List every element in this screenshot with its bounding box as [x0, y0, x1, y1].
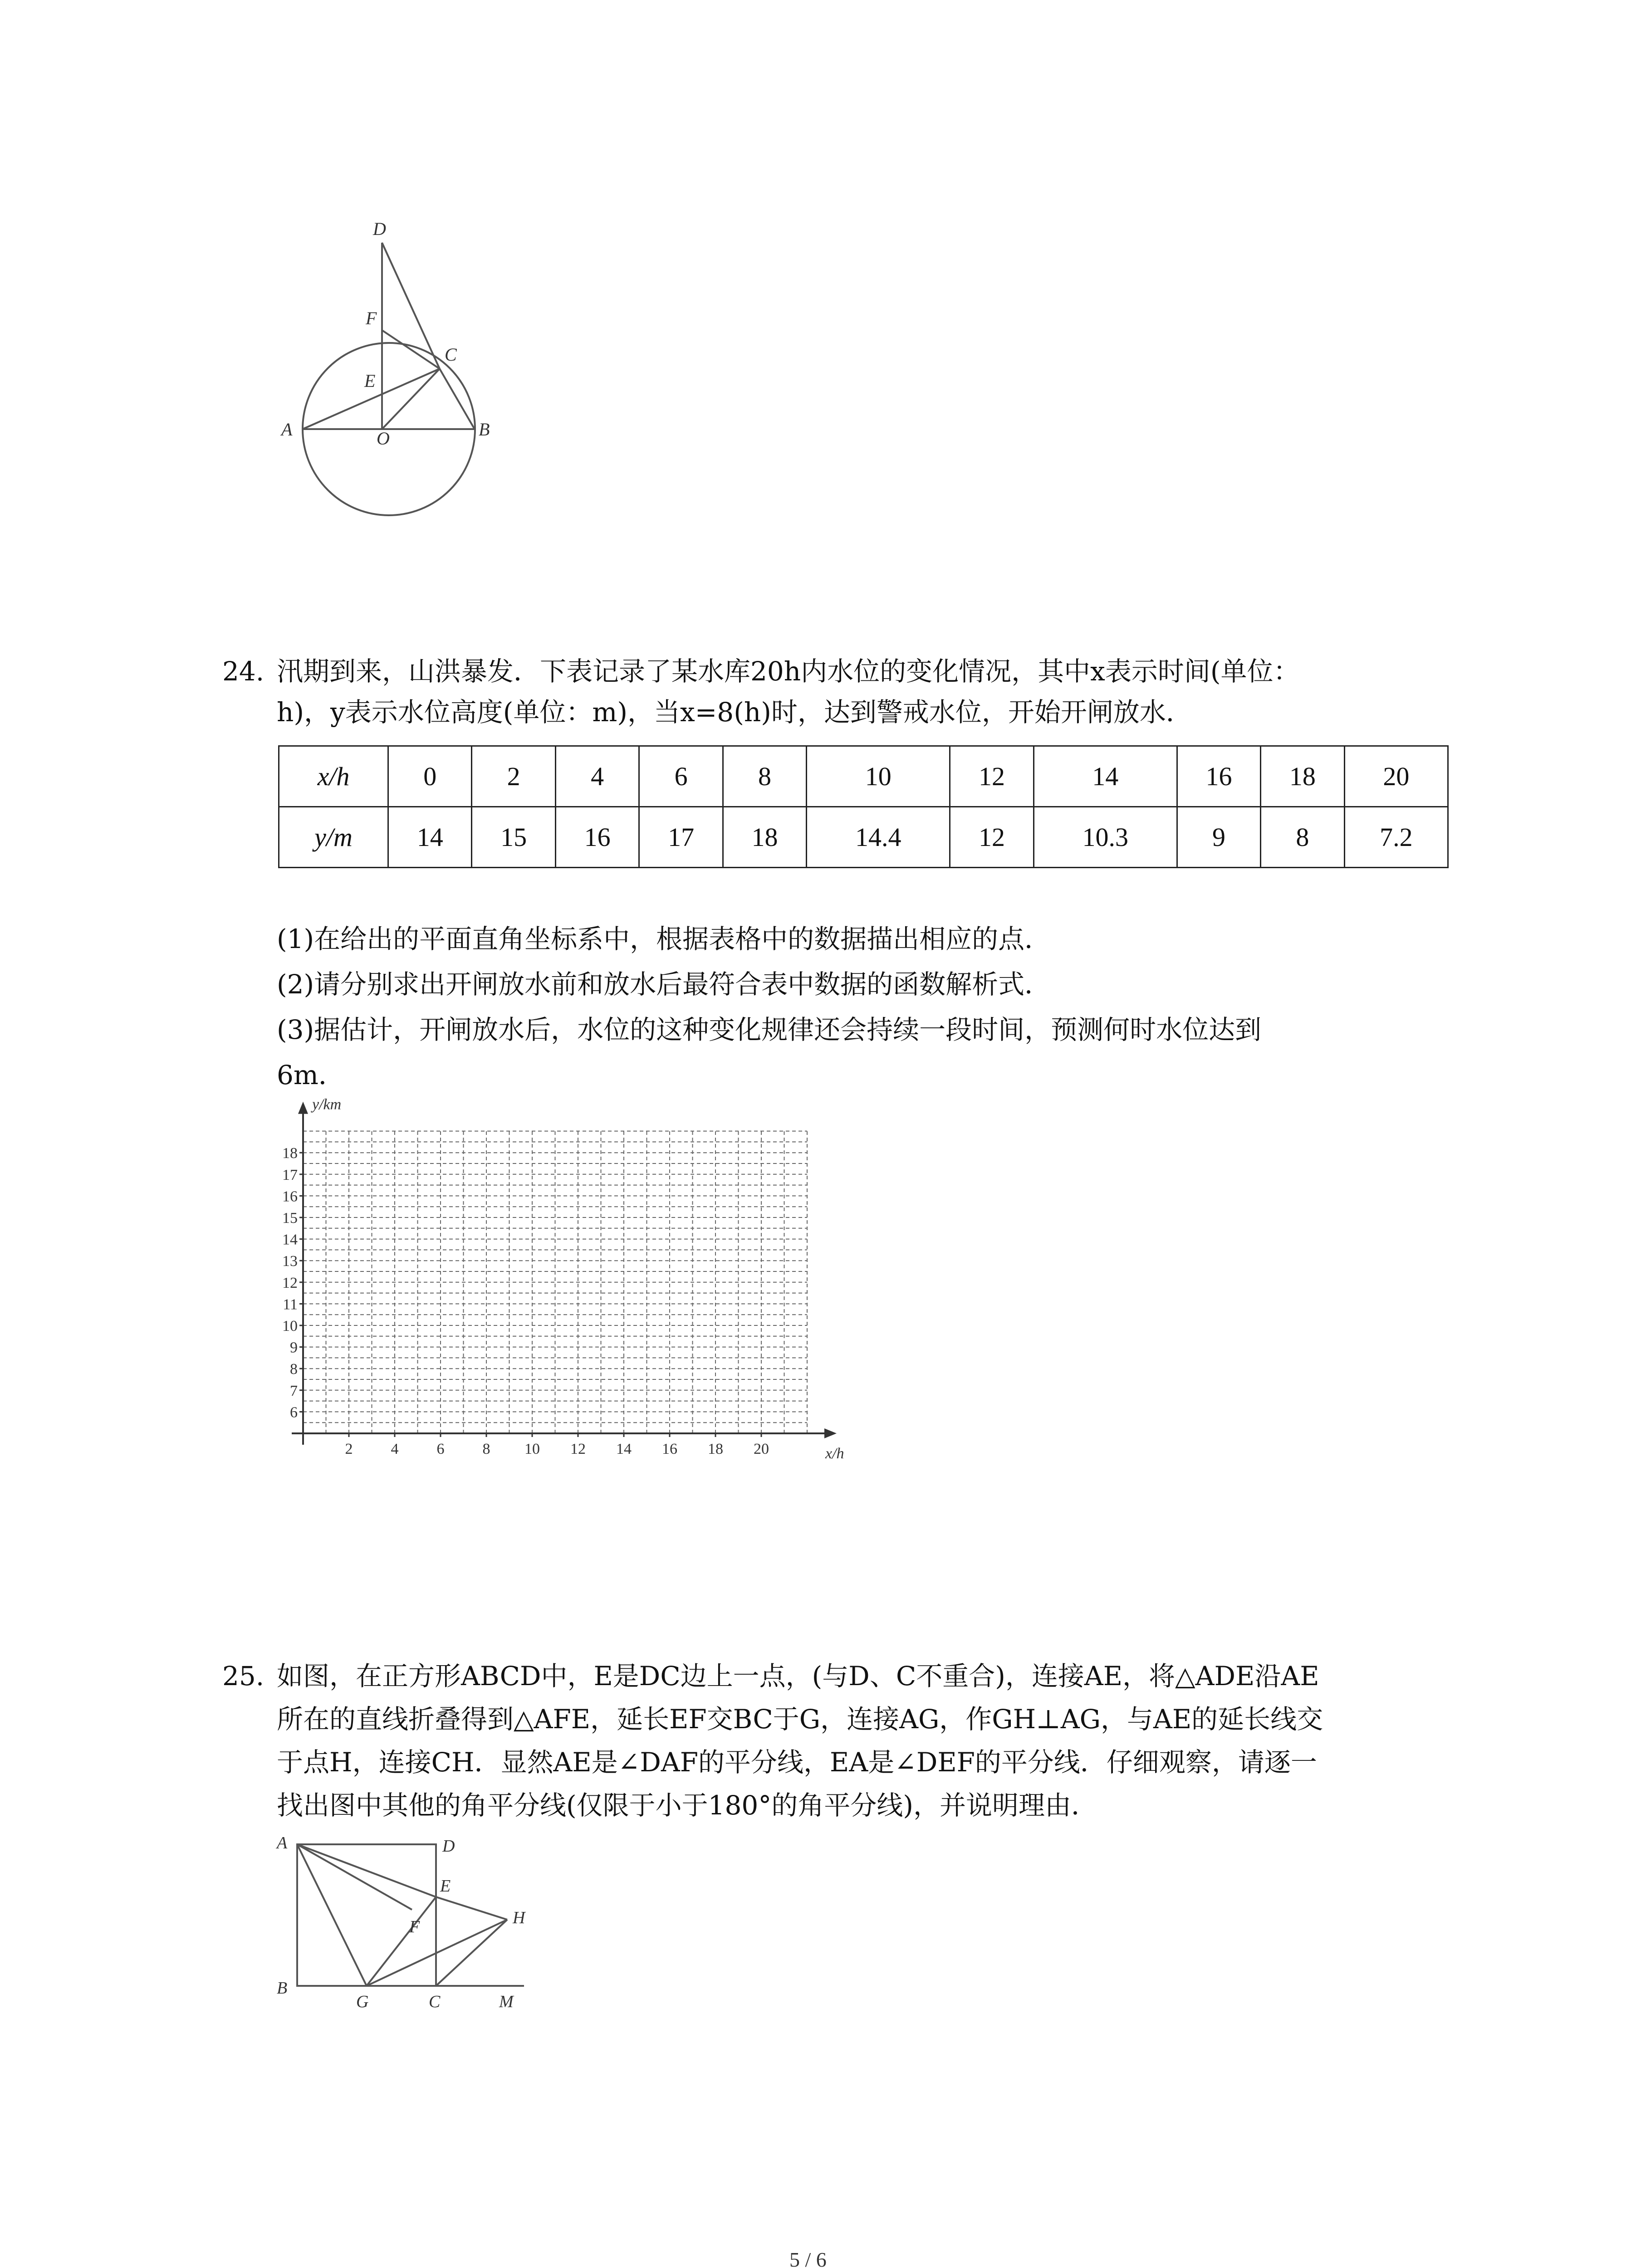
y-tick-label: 9 — [290, 1339, 298, 1356]
label-C: C — [445, 344, 457, 365]
label-A: A — [281, 419, 293, 440]
sub-question-3: (3)据估计，开闸放水后，水位的这种变化规律还会持续一段时间，预测何时水位达到 — [277, 1014, 1262, 1045]
table-header-y: y/m — [279, 807, 388, 868]
y-tick-label: 7 — [290, 1382, 298, 1399]
x-tick-label: 6 — [436, 1441, 445, 1457]
sub-question-2: (2)请分别求出开闸放水前和放水后最符合表中数据的函数解析式． — [277, 969, 1051, 1000]
table-cell: 18 — [1261, 746, 1344, 807]
table-cell: 4 — [555, 746, 639, 807]
label-M: M — [499, 1992, 514, 2011]
label-B: B — [479, 419, 490, 440]
label-O: O — [377, 428, 390, 449]
y-tick-label: 8 — [290, 1361, 298, 1378]
table-cell: 12 — [950, 807, 1034, 868]
sub-question-3-cont: 6m． — [277, 1060, 345, 1090]
y-tick-label: 10 — [282, 1318, 298, 1334]
circle-tangent-figure — [272, 213, 490, 531]
table-cell: 10 — [807, 746, 950, 807]
table-cell: 10.3 — [1034, 807, 1177, 868]
question-text-line: 如图，在正方形ABCD中，E是DC边上一点，(与D、C不重合)，连接AE，将△ADE沿AE — [277, 1661, 1319, 1691]
table-cell: 14 — [388, 807, 472, 868]
y-tick-label: 16 — [282, 1188, 298, 1205]
y-tick-label: 14 — [282, 1231, 298, 1248]
question-text-line: h)，y表示水位高度(单位：m)，当x=8(h)时，达到警戒水位，开始开闸放水． — [277, 697, 1192, 728]
table-cell: 17 — [639, 807, 723, 868]
x-tick-label: 2 — [345, 1441, 353, 1457]
y-tick-label: 6 — [290, 1404, 298, 1421]
x-tick-label: 4 — [391, 1441, 399, 1457]
table-cell: 6 — [639, 746, 723, 807]
question-text-line: 找出图中其他的角平分线(仅限于小于180°的角平分线)，并说明理由． — [277, 1790, 1097, 1821]
table-cell: 14 — [1034, 746, 1177, 807]
question-number: 24. — [222, 656, 265, 687]
question-text-line: 汛期到来，山洪暴发．下表记录了某水库20h内水位的变化情况，其中x表示时间(单位： — [277, 656, 1300, 687]
table-cell: 16 — [555, 807, 639, 868]
table-cell: 8 — [723, 746, 806, 807]
table-cell: 8 — [1261, 807, 1344, 868]
x-tick-label: 16 — [662, 1441, 677, 1457]
y-axis-label: y/km — [312, 1096, 342, 1113]
x-tick-label: 10 — [524, 1441, 540, 1457]
y-tick-label: 12 — [282, 1274, 298, 1291]
label-F: F — [366, 308, 377, 328]
table-cell: 14.4 — [807, 807, 950, 868]
table-cell: 20 — [1344, 746, 1448, 807]
y-tick-label: 11 — [283, 1296, 298, 1313]
label-D: D — [442, 1837, 455, 1856]
page-number: 5 / 6 — [789, 2248, 827, 2268]
label-B: B — [277, 1979, 288, 1998]
table-row — [279, 807, 1448, 868]
table-cell: 0 — [388, 746, 472, 807]
sub-question-1: (1)在给出的平面直角坐标系中，根据表格中的数据描出相应的点． — [277, 924, 1051, 954]
table-cell: 9 — [1177, 807, 1260, 868]
y-tick-label: 17 — [282, 1166, 298, 1183]
square-fold-figure — [263, 1833, 554, 2032]
coordinate-grid-chart — [254, 1089, 871, 1488]
x-axis-label: x/h — [825, 1445, 844, 1462]
x-tick-label: 14 — [616, 1441, 632, 1457]
label-H: H — [513, 1908, 525, 1927]
table-cell: 7.2 — [1344, 807, 1448, 868]
y-tick-label: 18 — [282, 1145, 298, 1162]
table-cell: 15 — [472, 807, 555, 868]
label-G: G — [356, 1992, 369, 2011]
label-C: C — [429, 1992, 441, 2011]
x-tick-label: 18 — [708, 1441, 723, 1457]
y-tick-label: 15 — [282, 1210, 298, 1227]
grid-lines — [303, 1131, 807, 1433]
x-tick-label: 12 — [570, 1441, 586, 1457]
y-axis-arrow-icon — [298, 1102, 308, 1114]
x-tick-label: 8 — [482, 1441, 490, 1457]
table-cell: 12 — [950, 746, 1034, 807]
label-E: E — [364, 371, 376, 391]
water-level-table — [278, 745, 1449, 868]
question-text-line: 所在的直线折叠得到△AFE，延长EF交BC于G，连接AG，作GH⊥AG，与AE的延长线交 — [277, 1704, 1323, 1735]
x-axis-arrow-icon — [824, 1428, 837, 1438]
x-tick-label: 20 — [754, 1441, 769, 1457]
label-F: F — [409, 1917, 420, 1936]
table-cell: 2 — [472, 746, 555, 807]
question-number: 25. — [222, 1661, 265, 1691]
y-tick-label: 13 — [282, 1253, 298, 1270]
label-D: D — [373, 219, 386, 239]
table-row — [279, 746, 1448, 807]
label-A: A — [277, 1833, 288, 1853]
table-header-x: x/h — [279, 746, 388, 807]
table-cell: 18 — [723, 807, 806, 868]
question-text-line: 于点H，连接CH．显然AE是∠DAF的平分线，EA是∠DEF的平分线．仔细观察，请逐一 — [277, 1747, 1317, 1778]
label-E: E — [440, 1877, 451, 1896]
table-cell: 16 — [1177, 746, 1260, 807]
